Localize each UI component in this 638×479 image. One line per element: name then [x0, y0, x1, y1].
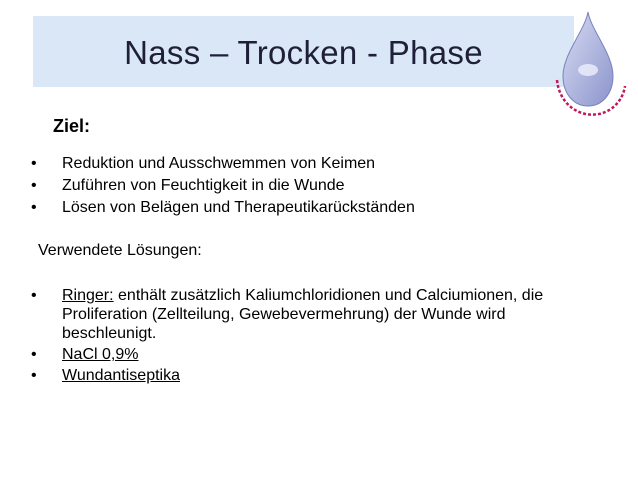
goal-text: Lösen von Belägen und Therapeutikarückständen [62, 199, 415, 216]
goal-heading: Ziel: [53, 116, 91, 136]
solutions-heading: Verwendete Lösungen: [38, 242, 202, 259]
goal-text: Zuführen von Feuchtigkeit in die Wunde [62, 177, 345, 194]
bullet: • [31, 177, 37, 194]
water-drop-logo-icon [547, 10, 629, 122]
list-item [28, 366, 598, 385]
bullet: • [31, 367, 37, 384]
solution-text: enthält zusätzlich Kaliumchloridionen und Calciumionen, die Proliferation (Zellteilung, Gewebevermehrung) der Wunde wird beschleunigt. [62, 287, 544, 342]
goal-list [28, 154, 415, 220]
list-item [28, 286, 598, 343]
list-item [28, 198, 415, 217]
list-item [28, 154, 415, 173]
wundantiseptika-link[interactable]: Wundantiseptika [62, 367, 180, 384]
list-item [28, 345, 598, 364]
solution-list [28, 286, 598, 387]
slide-title: Nass – Trocken - Phase [124, 34, 483, 71]
bullet: • [31, 287, 37, 304]
bullet: • [31, 155, 37, 172]
list-item [28, 176, 415, 195]
ringer-link[interactable]: Ringer: [62, 287, 114, 304]
bullet: • [31, 346, 37, 363]
goal-text: Reduktion und Ausschwemmen von Keimen [62, 155, 376, 172]
bullet: • [31, 199, 37, 216]
nacl-link[interactable]: NaCl 0,9% [62, 346, 139, 363]
